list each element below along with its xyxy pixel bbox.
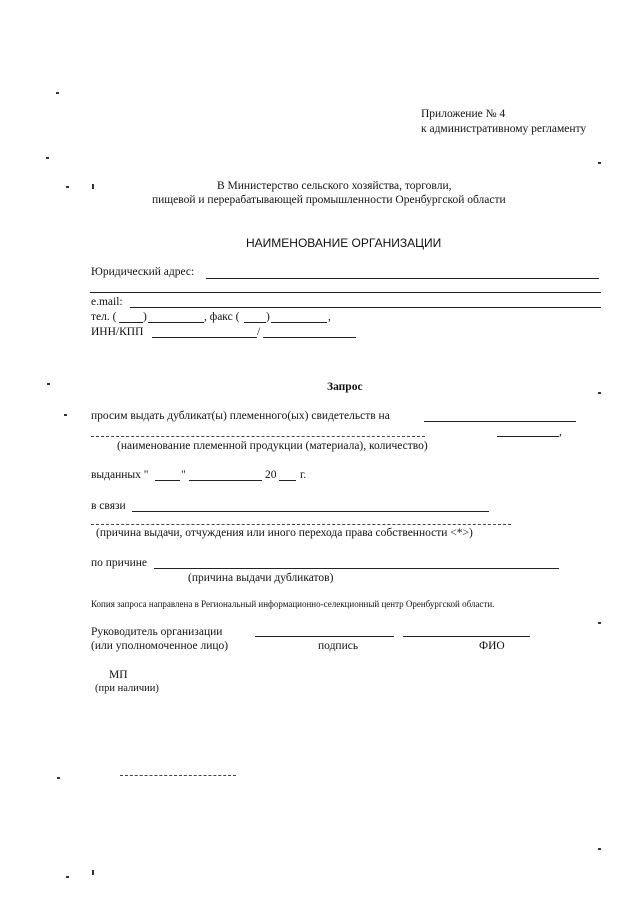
email-label: e.mail: [91, 296, 123, 308]
request-line-comma: , [559, 426, 562, 438]
scan-speck [66, 876, 69, 878]
due-to-label: в связи [91, 500, 126, 512]
footnote-separator [120, 775, 236, 776]
tel-number-field[interactable] [148, 322, 204, 323]
scan-speck [57, 777, 60, 779]
issued-year-field[interactable] [279, 480, 296, 481]
scan-speck [92, 870, 94, 875]
stamp-label: МП [109, 669, 128, 681]
organization-name-heading: НАИМЕНОВАНИЕ ОРГАНИЗАЦИИ [246, 236, 442, 250]
scan-speck [598, 392, 601, 394]
stamp-note: (при наличии) [95, 683, 159, 694]
tel-label: тел. ( [91, 311, 117, 323]
due-to-field[interactable] [132, 511, 489, 512]
appendix-line-1: Приложение № 4 [421, 108, 506, 120]
reason-label: по причине [91, 557, 148, 569]
inn-kpp-label: ИНН/КПП [91, 326, 144, 338]
transfer-reason-caption: (причина выдачи, отчуждения или иного перехода права собственности <*>) [96, 527, 473, 539]
fax-end: , [328, 311, 331, 323]
signature-caption: подпись [318, 640, 359, 652]
copy-note: Копия запроса направлена в Региональный информационно-селекционный центр Оренбургской области. [91, 599, 495, 609]
issued-day-field[interactable] [155, 480, 180, 481]
due-to-field-2 [91, 524, 511, 525]
legal-address-field-2[interactable] [90, 292, 601, 293]
scan-speck [92, 184, 94, 189]
addressee-line-2: пищевой и перерабатывающей промышленности Оренбургской области [152, 194, 506, 206]
reason-field[interactable] [154, 568, 559, 569]
issued-quote: " [181, 469, 186, 481]
fax-label: , факс ( [204, 311, 240, 323]
issued-label: выданных " [91, 469, 149, 481]
tel-code-field[interactable] [119, 322, 143, 323]
fio-field[interactable] [403, 636, 530, 637]
scan-speck [47, 383, 50, 385]
kpp-field[interactable] [263, 337, 356, 338]
request-continuation-line [91, 436, 425, 437]
head-of-organization-label: Руководитель организации [91, 626, 223, 638]
scan-speck [598, 622, 601, 624]
addressee-line-1: В Министерство сельского хозяйства, торговли, [217, 180, 452, 192]
request-text: просим выдать дубликат(ы) племенного(ых) свидетельств на [91, 410, 390, 422]
request-title: Запрос [327, 381, 363, 393]
scan-speck [66, 186, 69, 188]
issued-month-field[interactable] [189, 480, 262, 481]
tel-close: ) [143, 311, 147, 323]
appendix-line-2: к административному регламенту [421, 123, 587, 135]
fax-number-field[interactable] [271, 322, 327, 323]
fax-close: ) [266, 311, 270, 323]
authorized-person-label: (или уполномоченное лицо) [91, 640, 229, 652]
issued-year-suffix: г. [300, 469, 307, 481]
scan-speck [46, 157, 49, 159]
scan-speck [598, 162, 601, 164]
email-field[interactable] [130, 307, 601, 308]
fio-caption: ФИО [479, 640, 505, 652]
legal-address-field[interactable] [206, 278, 599, 279]
legal-address-label: Юридический адрес: [91, 266, 195, 278]
product-caption: (наименование племенной продукции (материала), количество) [117, 440, 428, 452]
certificate-product-field[interactable] [424, 421, 576, 422]
fax-code-field[interactable] [244, 322, 266, 323]
scan-speck [598, 848, 601, 850]
scan-speck [64, 414, 67, 416]
scan-speck [56, 92, 59, 94]
inn-kpp-separator: / [257, 326, 261, 338]
issued-year-prefix: 20 [265, 469, 277, 481]
duplicate-reason-caption: (причина выдачи дубликатов) [188, 572, 334, 584]
signature-field[interactable] [255, 636, 394, 637]
inn-field[interactable] [152, 337, 257, 338]
certificate-quantity-field[interactable] [497, 436, 559, 437]
